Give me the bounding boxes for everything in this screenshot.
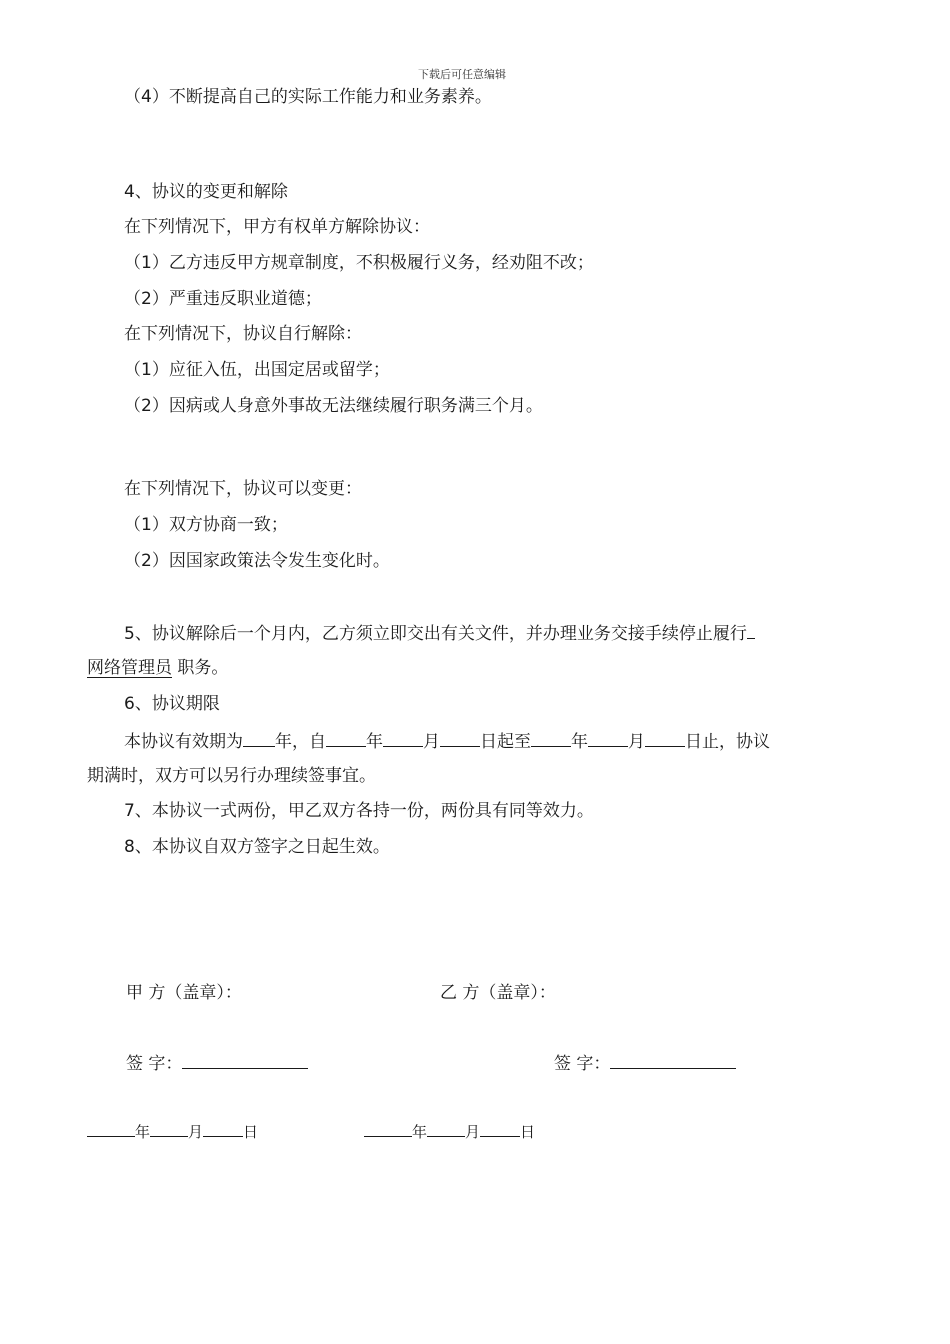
start-day-blank (440, 729, 480, 747)
date-a-year: 年 (135, 1123, 151, 1141)
termination-item-1: （1）乙方违反甲方规章制度，不积极履行义务，经劝阻不改； (124, 253, 594, 273)
term-text-8: 日止，协议 (685, 732, 770, 752)
term-text-5: 日起至 (480, 732, 531, 752)
blank-underline (747, 621, 755, 639)
date-a-day: 日 (243, 1123, 259, 1141)
years-blank (243, 729, 275, 747)
term-text-1: 本协议有效期为 (124, 732, 243, 752)
term-text-6: 年 (571, 732, 588, 752)
section-4-heading: 4、协议的变更和解除 (124, 182, 288, 202)
term-text-3: 年 (366, 732, 383, 752)
end-month-blank (588, 729, 628, 747)
term-text-2: 年，自 (275, 732, 326, 752)
change-intro: 在下列情况下，协议可以变更： (124, 479, 362, 499)
party-b-seal-label: 乙 方（盖章）： (440, 983, 556, 1003)
party-b-sign-line (610, 1052, 736, 1069)
date-b-day-blank (480, 1122, 520, 1137)
unilateral-termination-intro: 在下列情况下，甲方有权单方解除协议： (124, 217, 430, 237)
renewal-line: 期满时，双方可以另行办理续签事宜。 (87, 766, 376, 786)
date-a-day-blank (203, 1122, 243, 1137)
date-a-year-blank (87, 1122, 135, 1137)
change-item-2: （2）因国家政策法令发生变化时。 (124, 551, 390, 571)
party-b-signature (554, 1049, 736, 1074)
party-a-sign-label: 签 字： (126, 1054, 183, 1074)
section-5-line-1: 5、协议解除后一个月内，乙方须立即交出有关文件，并办理业务交接手续停止履行 (124, 624, 747, 644)
date-a-month-blank (150, 1122, 188, 1137)
term-period-line (124, 729, 770, 753)
party-a-signature (126, 1049, 308, 1074)
party-a-date (87, 1121, 258, 1142)
section-5-line-2 (87, 657, 228, 679)
auto-termination-item-1: （1）应征入伍，出国定居或留学； (124, 360, 390, 380)
download-watermark: 下载后可任意编辑 (418, 68, 506, 81)
end-year-blank (531, 729, 571, 747)
party-a-sign-line (182, 1052, 308, 1069)
party-a-seal-label: 甲 方（盖章）： (126, 983, 242, 1003)
role-name-underlined: 网络管理员 (87, 658, 172, 678)
date-b-day: 日 (520, 1123, 536, 1141)
party-b-date (364, 1121, 535, 1142)
termination-item-2: （2）严重违反职业道德； (124, 289, 322, 309)
date-b-month: 月 (465, 1123, 481, 1141)
auto-termination-item-2: （2）因病或人身意外事故无法继续履行职务满三个月。 (124, 396, 543, 416)
date-b-month-blank (427, 1122, 465, 1137)
clause-3-item-4: （4）不断提高自己的实际工作能力和业务素养。 (124, 87, 492, 107)
date-b-year: 年 (412, 1123, 428, 1141)
section-6-heading: 6、协议期限 (124, 694, 220, 714)
change-item-1: （1）双方协商一致； (124, 515, 288, 535)
section-5-tail: 职务。 (177, 658, 229, 678)
date-a-month: 月 (188, 1123, 204, 1141)
term-text-7: 月 (628, 732, 645, 752)
start-month-blank (383, 729, 423, 747)
term-text-4: 月 (423, 732, 440, 752)
section-5-text (124, 621, 755, 645)
end-day-blank (645, 729, 685, 747)
party-b-sign-label: 签 字： (554, 1054, 611, 1074)
section-8-text: 8、本协议自双方签字之日起生效。 (124, 837, 390, 857)
auto-termination-intro: 在下列情况下，协议自行解除： (124, 324, 362, 344)
section-7-text: 7、本协议一式两份，甲乙双方各持一份，两份具有同等效力。 (124, 801, 594, 821)
date-b-year-blank (364, 1122, 412, 1137)
start-year-blank (326, 729, 366, 747)
